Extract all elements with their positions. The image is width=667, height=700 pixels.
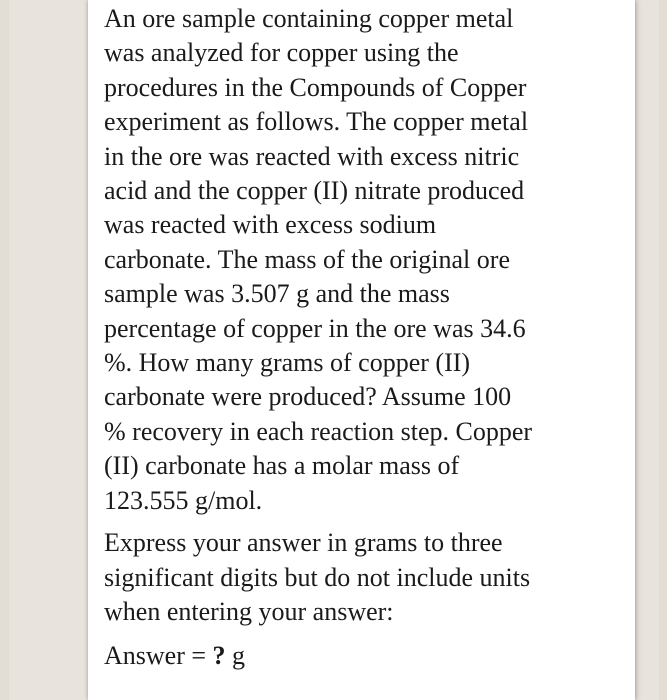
- question-line: was reacted with excess sodium: [104, 210, 437, 240]
- question-line: (II) carbonate has a molar mass of: [104, 451, 460, 481]
- question-line: %. How many grams of copper (II): [104, 348, 471, 378]
- question-line: procedures in the Compounds of Copper: [104, 72, 527, 102]
- question-line: sample was 3.507 g and the mass: [104, 279, 450, 309]
- question-line: carbonate were produced? Assume 100: [104, 382, 512, 412]
- question-line: in the ore was reacted with excess nitric: [104, 141, 520, 171]
- question-line: was analyzed for copper using the: [104, 38, 459, 68]
- question-content: [104, 2, 629, 674]
- answer-value: ?: [212, 641, 226, 671]
- answer-prefix: Answer =: [104, 641, 213, 671]
- question-line: 123.555 g/mol.: [104, 485, 263, 515]
- left-background-strip: [0, 0, 9, 700]
- question-line: % recovery in each reaction step. Copper: [104, 416, 533, 446]
- instructions-paragraph: [104, 526, 629, 629]
- right-background-strip: [659, 0, 667, 700]
- question-line: percentage of copper in the ore was 34.6: [104, 313, 526, 343]
- question-card: [88, 0, 635, 700]
- instructions-line: Express your answer in grams to three: [104, 528, 503, 558]
- question-line: An ore sample containing copper metal: [104, 4, 514, 33]
- question-line: experiment as follows. The copper metal: [104, 107, 529, 137]
- answer-line: [104, 639, 629, 673]
- question-paragraph: [104, 2, 629, 518]
- instructions-line: when entering your answer:: [104, 596, 394, 626]
- question-line: carbonate. The mass of the original ore: [104, 244, 510, 274]
- instructions-line: significant digits but do not include units: [104, 562, 531, 592]
- question-line: acid and the copper (II) nitrate produced: [104, 176, 525, 206]
- answer-unit: g: [225, 641, 246, 671]
